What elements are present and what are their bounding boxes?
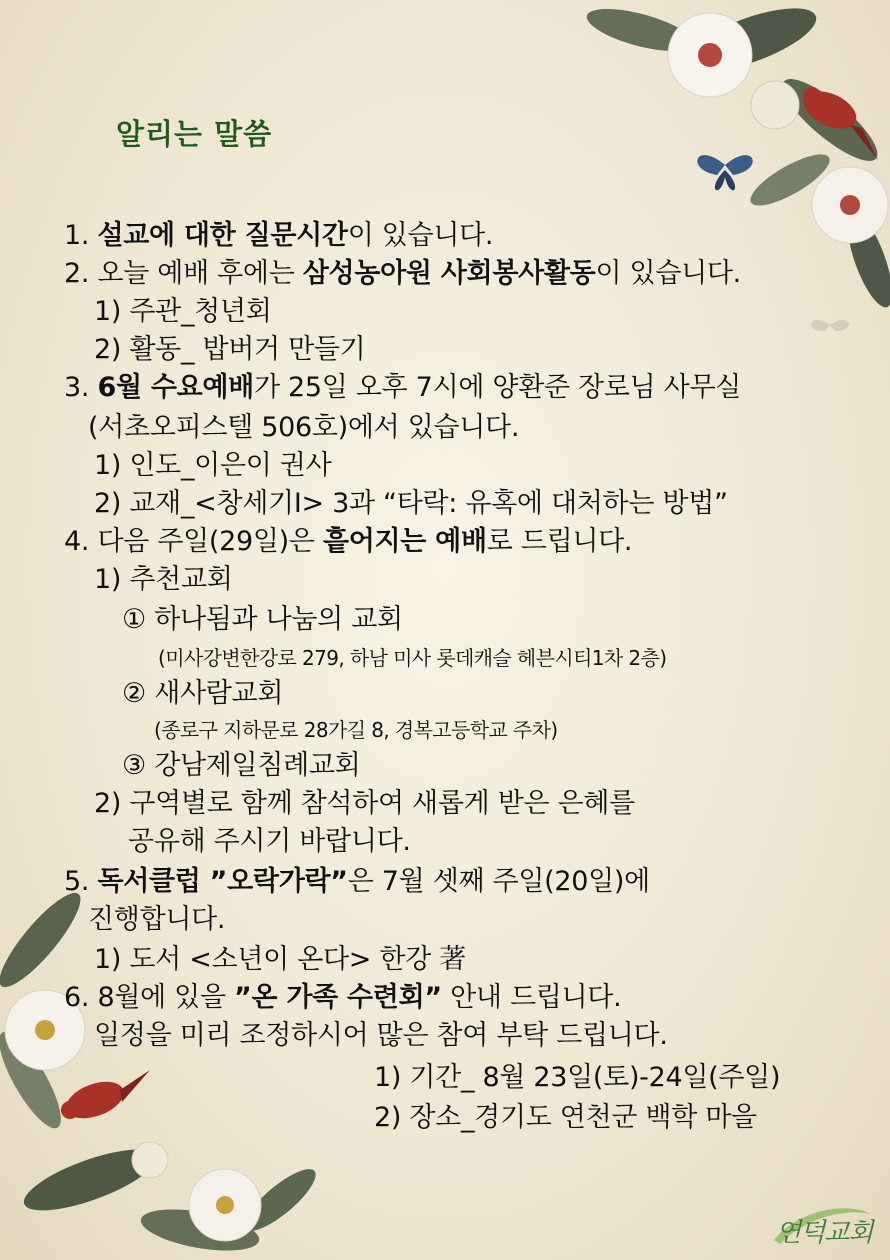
logo-text: 연덕교회 (776, 1218, 873, 1248)
line-text: 가 25일 오후 7시에 양환준 장로님 사무실 (253, 372, 742, 403)
announcement-line (64, 984, 621, 1011)
line-text: 2) 교재_<창세기Ⅰ> 3과 “타락: 유혹에 대처하는 방법” (94, 488, 728, 519)
line-text: (종로구 지하문로 28가길 8, 경복고등학교 주차) (154, 718, 558, 742)
announcement-line (374, 1064, 780, 1091)
church-logo (770, 1200, 875, 1250)
announcement-line (94, 790, 635, 817)
line-text: 2. 오늘 예배 후에는 (64, 258, 303, 289)
bird-icon (61, 1070, 150, 1125)
emphasis-text: 흩어지는 예배 (322, 526, 487, 557)
announcement-line (158, 648, 666, 668)
floral-decoration-bottom-left (0, 880, 340, 1260)
line-text: 로 드립니다. (486, 526, 633, 557)
announcement-line (94, 1022, 668, 1049)
floral-decoration-top-right (500, 0, 890, 380)
line-text: 일정을 미리 조정하시어 많은 참여 부탁 드립니다. (94, 1020, 668, 1051)
line-text: 2) 활동_ 밥버거 만들기 (94, 334, 366, 365)
page-title: 알리는 말씀 (116, 117, 273, 151)
announcement-line (64, 260, 741, 287)
announcement-line (122, 752, 360, 779)
line-text: (서초오피스텔 506호)에서 있습니다. (88, 412, 520, 443)
line-text: 1) 기간_ 8월 23일(토)-24일(주일) (374, 1062, 781, 1093)
announcement-line (64, 528, 632, 555)
announcement-line (64, 374, 741, 401)
emphasis-text: 삼성농아원 사회봉사활동 (302, 258, 596, 289)
emphasis-text: ”온 가족 수련회” (234, 982, 442, 1013)
line-text: 6. 8월에 있을 (64, 982, 235, 1013)
announcement-line (128, 828, 411, 855)
line-text: 이 있습니다. (595, 258, 741, 289)
announcement-line (64, 222, 493, 249)
small-butterfly-icon (811, 320, 849, 331)
line-text: 1) 주관_청년회 (94, 296, 272, 327)
emphasis-text: 6월 수요예배 (97, 372, 254, 403)
line-text: 은 7월 셋째 주일(20일)에 (347, 866, 650, 897)
line-text: 4. 다음 주일(29일)은 (64, 526, 323, 557)
announcement-line (94, 298, 272, 325)
line-text: 1) 추천교회 (94, 564, 233, 595)
announcement-line (94, 452, 331, 479)
announcement-line (94, 490, 728, 517)
butterfly-icon (697, 155, 752, 190)
announcement-line (154, 720, 558, 740)
emphasis-text: 설교에 대한 질문시간 (97, 220, 348, 251)
line-text: 2) 장소_경기도 연천군 백학 마을 (374, 1102, 757, 1133)
announcement-line (88, 414, 519, 441)
line-text: 진행합니다. (88, 904, 226, 935)
line-text: 3. (64, 372, 98, 403)
line-text: ② 새사람교회 (122, 678, 284, 709)
announcement-line (64, 868, 650, 895)
line-text: 안내 드립니다. (441, 982, 622, 1013)
line-text: (미사강변한강로 279, 하남 미사 롯데캐슬 헤븐시티1차 2층) (158, 646, 667, 670)
announcement-line (94, 566, 233, 593)
emphasis-text: 독서클럽 ”오락가락” (97, 866, 348, 897)
announcement-line (122, 606, 403, 633)
announcement-line (94, 946, 466, 973)
line-text: 1) 도서 <소년이 온다> 한강 著 (94, 944, 466, 975)
line-text: 1) 인도_이은이 권사 (94, 450, 332, 481)
announcement-line (374, 1104, 757, 1131)
line-text: 1. (64, 220, 98, 251)
announcement-line (122, 680, 283, 707)
announcement-line (88, 906, 225, 933)
line-text: 이 있습니다. (347, 220, 494, 251)
line-text: 2) 구역별로 함께 참석하여 새롭게 받은 은혜를 (94, 788, 635, 819)
line-text: ③ 강남제일침례교회 (122, 750, 361, 781)
line-text: 공유해 주시기 바랍니다. (128, 826, 411, 857)
line-text: ① 하나됨과 나눔의 교회 (122, 604, 403, 635)
line-text: 5. (64, 866, 98, 897)
announcement-line (94, 336, 365, 363)
